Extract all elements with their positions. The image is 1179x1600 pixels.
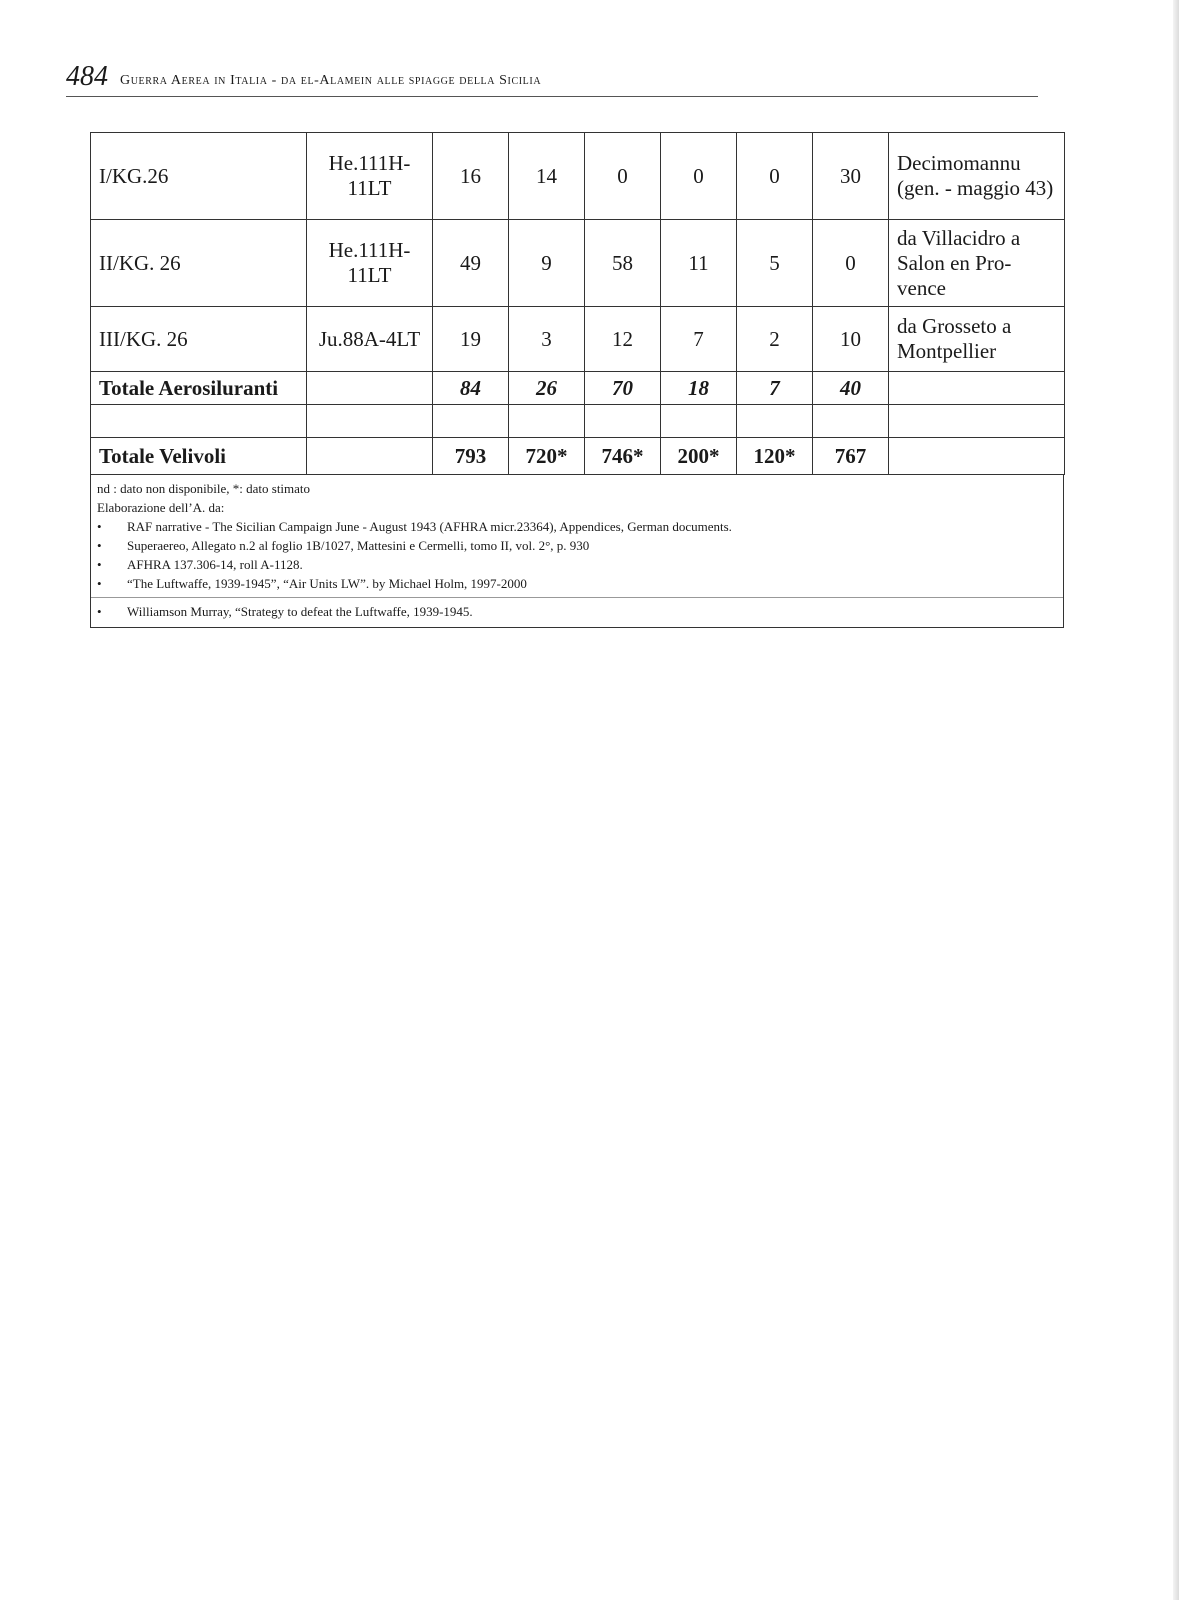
empty-cell [889, 372, 1065, 405]
page-edge [1173, 0, 1179, 1600]
value-cell: 0 [585, 133, 661, 220]
source-text: AFHRA 137.306-14, roll A-1128. [127, 557, 303, 572]
source-item [91, 517, 1063, 536]
value-cell: 12 [585, 307, 661, 372]
value-cell: 9 [509, 220, 585, 307]
elaboration-note: Elaborazione dell’A. da: [97, 500, 225, 515]
empty-cell [509, 405, 585, 438]
table-row [91, 307, 1065, 372]
empty-cell [889, 438, 1065, 475]
table-row [91, 133, 1065, 220]
aircraft-cell: He.111H-11LT [307, 133, 433, 220]
running-head-title: Guerra Aerea in Italia - da el-Alamein alle spiagge della Sicilia [120, 73, 542, 88]
value-cell: 58 [585, 220, 661, 307]
bullet-icon: • [97, 604, 102, 619]
total-aircraft-label: Totale Velivoli [91, 438, 307, 475]
bullet-icon: • [97, 557, 102, 572]
total-value-cell: 40 [813, 372, 889, 405]
unit-cell: II/KG. 26 [91, 220, 307, 307]
spacer-row [91, 405, 1065, 438]
table-footnotes [90, 475, 1064, 628]
grand-total-cell: 793 [433, 438, 509, 475]
value-cell: 10 [813, 307, 889, 372]
empty-cell [889, 405, 1065, 438]
value-cell: 0 [661, 133, 737, 220]
page-number: 484 [66, 61, 108, 92]
aircraft-cell: He.111H-11LT [307, 220, 433, 307]
total-value-cell: 18 [661, 372, 737, 405]
empty-cell [307, 438, 433, 475]
empty-cell [91, 405, 307, 438]
running-head [66, 62, 1038, 97]
source-text: Williamson Murray, “Strategy to defeat the Luftwaffe, 1939-1945. [127, 604, 473, 619]
bullet-icon: • [97, 576, 102, 591]
base-note-cell: da Villacidro a Salon en Pro-vence [889, 220, 1065, 307]
statistics-table [90, 132, 1065, 475]
legend-note: nd : dato non disponibile, *: dato stimato [97, 481, 311, 496]
table-row [91, 220, 1065, 307]
total-value-cell: 84 [433, 372, 509, 405]
source-text: “The Luftwaffe, 1939-1945”, “Air Units LW”. by Michael Holm, 1997-2000 [127, 576, 527, 591]
value-cell: 19 [433, 307, 509, 372]
value-cell: 30 [813, 133, 889, 220]
bullet-icon: • [97, 538, 102, 553]
empty-cell [307, 372, 433, 405]
source-text: Superaereo, Allegato n.2 al foglio 1B/1027, Mattesini e Cermelli, tomo II, vol. 2°, p. 930 [127, 538, 590, 553]
empty-cell [433, 405, 509, 438]
total-torpedo-label: Totale Aerosiluranti [91, 372, 307, 405]
grand-total-cell: 720* [509, 438, 585, 475]
grand-total-cell: 120* [737, 438, 813, 475]
value-cell: 11 [661, 220, 737, 307]
value-cell: 7 [661, 307, 737, 372]
source-item [91, 536, 1063, 555]
total-value-cell: 26 [509, 372, 585, 405]
source-item [91, 597, 1063, 621]
base-note-cell: Decimomannu (gen. - maggio 43) [889, 133, 1065, 220]
empty-cell [737, 405, 813, 438]
source-text: RAF narrative - The Sicilian Campaign June - August 1943 (AFHRA micr.23364), Appendices, German documents. [127, 519, 732, 534]
grand-total-cell: 200* [661, 438, 737, 475]
aircraft-cell: Ju.88A-4LT [307, 307, 433, 372]
value-cell: 16 [433, 133, 509, 220]
bullet-icon: • [97, 519, 102, 534]
total-aircraft-row [91, 438, 1065, 475]
total-value-cell: 70 [585, 372, 661, 405]
value-cell: 14 [509, 133, 585, 220]
grand-total-cell: 746* [585, 438, 661, 475]
value-cell: 5 [737, 220, 813, 307]
source-item [91, 574, 1063, 593]
source-item [91, 555, 1063, 574]
grand-total-cell: 767 [813, 438, 889, 475]
unit-cell: III/KG. 26 [91, 307, 307, 372]
total-torpedo-row [91, 372, 1065, 405]
value-cell: 49 [433, 220, 509, 307]
empty-cell [307, 405, 433, 438]
empty-cell [813, 405, 889, 438]
value-cell: 0 [737, 133, 813, 220]
value-cell: 3 [509, 307, 585, 372]
unit-cell: I/KG.26 [91, 133, 307, 220]
empty-cell [585, 405, 661, 438]
value-cell: 2 [737, 307, 813, 372]
total-value-cell: 7 [737, 372, 813, 405]
statistics-table-block [90, 132, 1064, 628]
empty-cell [661, 405, 737, 438]
value-cell: 0 [813, 220, 889, 307]
base-note-cell: da Grosseto a Montpellier [889, 307, 1065, 372]
